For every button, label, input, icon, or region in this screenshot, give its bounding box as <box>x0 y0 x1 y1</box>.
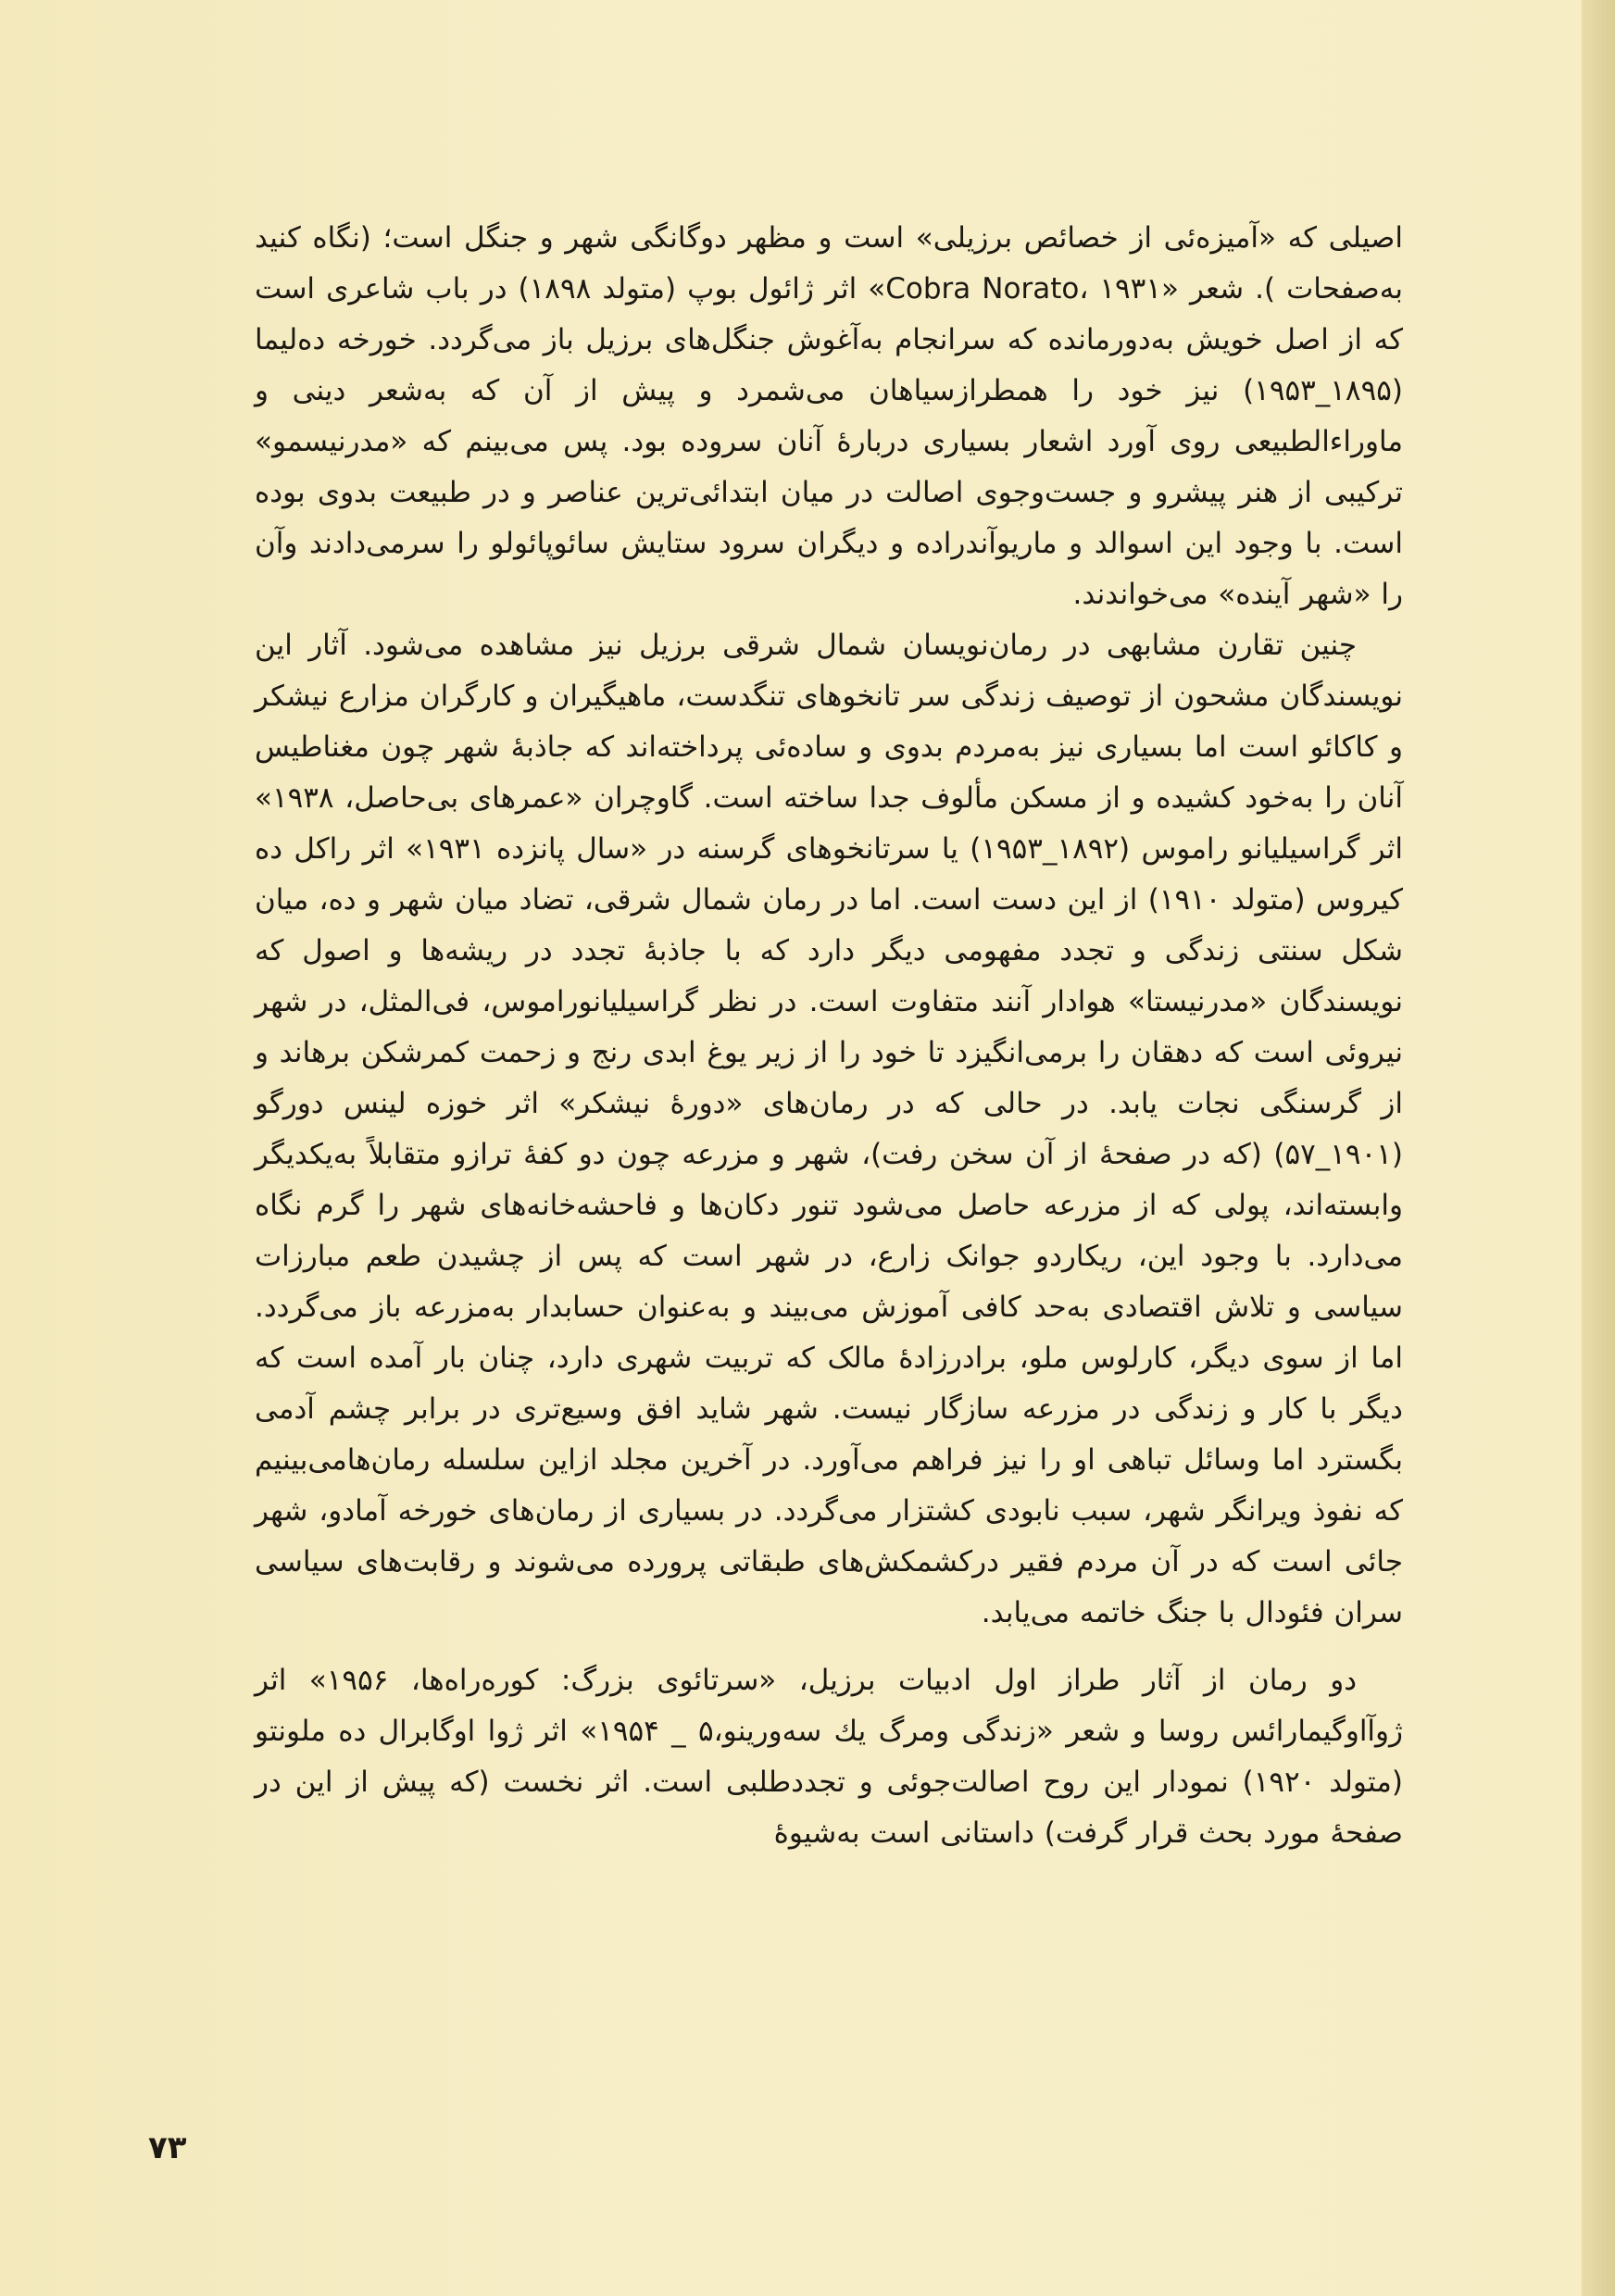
paragraph-1: اصیلی که «آمیزه‌ئی از خصائص برزیلی» است و مظهر دوگانگی شهر و جنگل است؛ (نگاه کنید به‌صفحات ). شعر «Cobra Norato، ۱۹۳۱» اثر ژائول بوپ (متولد ۱۸۹۸) در باب شاعری است که از اصل خویش به‌دورمانده که سرانجام به‌آغوش جنگل‌های برزیل باز می‌گردد. خورخه ده‌لیما (۱۸۹۵_۱۹۵۳) نیز خود را همطرازسیاهان می‌شمرد و پیش از آن که به‌شعر دینی و ماوراءالطبیعی روی آورد اشعار بسیاری دربارهٔ آنان سروده بود. پس می‌بینم که «مدرنیسمو» ترکیبی از هنر پیشرو و جست‌وجوی اصالت در میان ابتدائی‌ترین عناصر و در طبیعت بدوی بوده است. با وجود این اسوالد و ماریوآندراده و دیگران سرود ستایش سائوپائولو را سرمی‌دادند وآن را «شهر آینده» می‌خواندند. <box>255 221 1403 611</box>
page-number: ۷۳ <box>148 2129 187 2166</box>
page-edge <box>1582 0 1615 2296</box>
body-text <box>255 213 1403 1859</box>
paragraph-3: دو رمان از آثار طراز اول ادبیات برزیل، «سرتائوی بزرگ: کوره‌راه‌ها، ۱۹۵۶» اثر ژوآاوگیمارائس روسا و شعر «زندگی ومرگ یك سه‌ورینو،۵ _ ۱۹۵۴» اثر ژوا اوگابرال ده ملونتو (متولد ۱۹۲۰) نمودار این روح اصالت‌جوئی و تجددطلبی است. اثر نخست (که پیش از این در صفحهٔ مورد بحث قرار گرفت) داستانی است به‌شیوهٔ <box>255 1664 1404 1850</box>
paragraph-2: چنین تقارن مشابهی در رمان‌نویسان شمال شرقی برزیل نیز مشاهده می‌شود. آثار این نویسندگان مشحون از توصیف زندگی سر تانخوهای تنگدست، ماهیگیران و کارگران مزارع نیشکر و کاکائو است اما بسیاری نیز به‌مردم بدوی و ساده‌ئی پرداخته‌اند که جاذبهٔ شهر چون مغناطیس آنان را به‌خود کشیده و از مسکن مألوف جدا ساخته است. گاوچران «عمرهای بی‌حاصل، ۱۹۳۸» اثر گراسیلیانو راموس (۱۸۹۲_۱۹۵۳) یا سرتانخوهای گرسنه در «سال پانزده ۱۹۳۱» اثر راکل ده کیروس (متولد ۱۹۱۰) از این دست است. اما در رمان شمال شرقی، تضاد میان شهر و ده، میان شکل سنتی زندگی و تجدد مفهومی دیگر دارد که با جاذبهٔ تجدد در ریشه‌ها و اصول که نویسندگان «مدرنیستا» هوادار آنند متفاوت است. در نظر گراسیلیانوراموس، فی‌المثل، در شهر نیروئی است که دهقان را برمی‌انگیزد تا خود را از زیر یوغ ابدی رنج و زحمت کمرشکن برهاند و از گرسنگی نجات یابد. در حالی که در رمان‌های «دورهٔ نیشکر» اثر خوزه لینس دورگو (۱۹۰۱_۵۷) (که در صفحهٔ از آن سخن رفت)، شهر و مزرعه چون دو کفهٔ ترازو متقابلاً به‌یکدیگر وابسته‌اند، پولی که از مزرعه حاصل می‌شود تنور دکان‌ها و فاحشه‌خانه‌های شهر را گرم نگاه می‌دارد. با وجود این، ریکاردو جوانک زارع، در شهر است که پس از چشیدن طعم مبارزات سیاسی و تلاش اقتصادی به‌حد کافی آموزش می‌بیند و به‌عنوان حسابدار به‌مزرعه باز می‌گردد. اما از سوی دیگر، کارلوس ملو، برادرزادهٔ مالک که تربیت شهری دارد، چنان بار آمده است که دیگر با کار و زندگی در مزرعه سازگار نیست. شهر شاید افق وسیع‌تری در برابر چشم آدمی بگسترد اما وسائل تباهی او را نیز فراهم می‌آورد. در آخرین مجلد ازاین سلسله رمان‌هامی‌بینیم که نفوذ ویرانگر شهر، سبب نابودی کشتزار می‌گردد. در بسیاری از رمان‌های خورخه آمادو، شهر جائی است که در آن مردم فقیر درکشمکش‌های طبقاتی پرورده می‌شوند و رقابت‌های سیاسی سران فئودال با جنگ خاتمه می‌یابد. <box>255 629 1404 1629</box>
